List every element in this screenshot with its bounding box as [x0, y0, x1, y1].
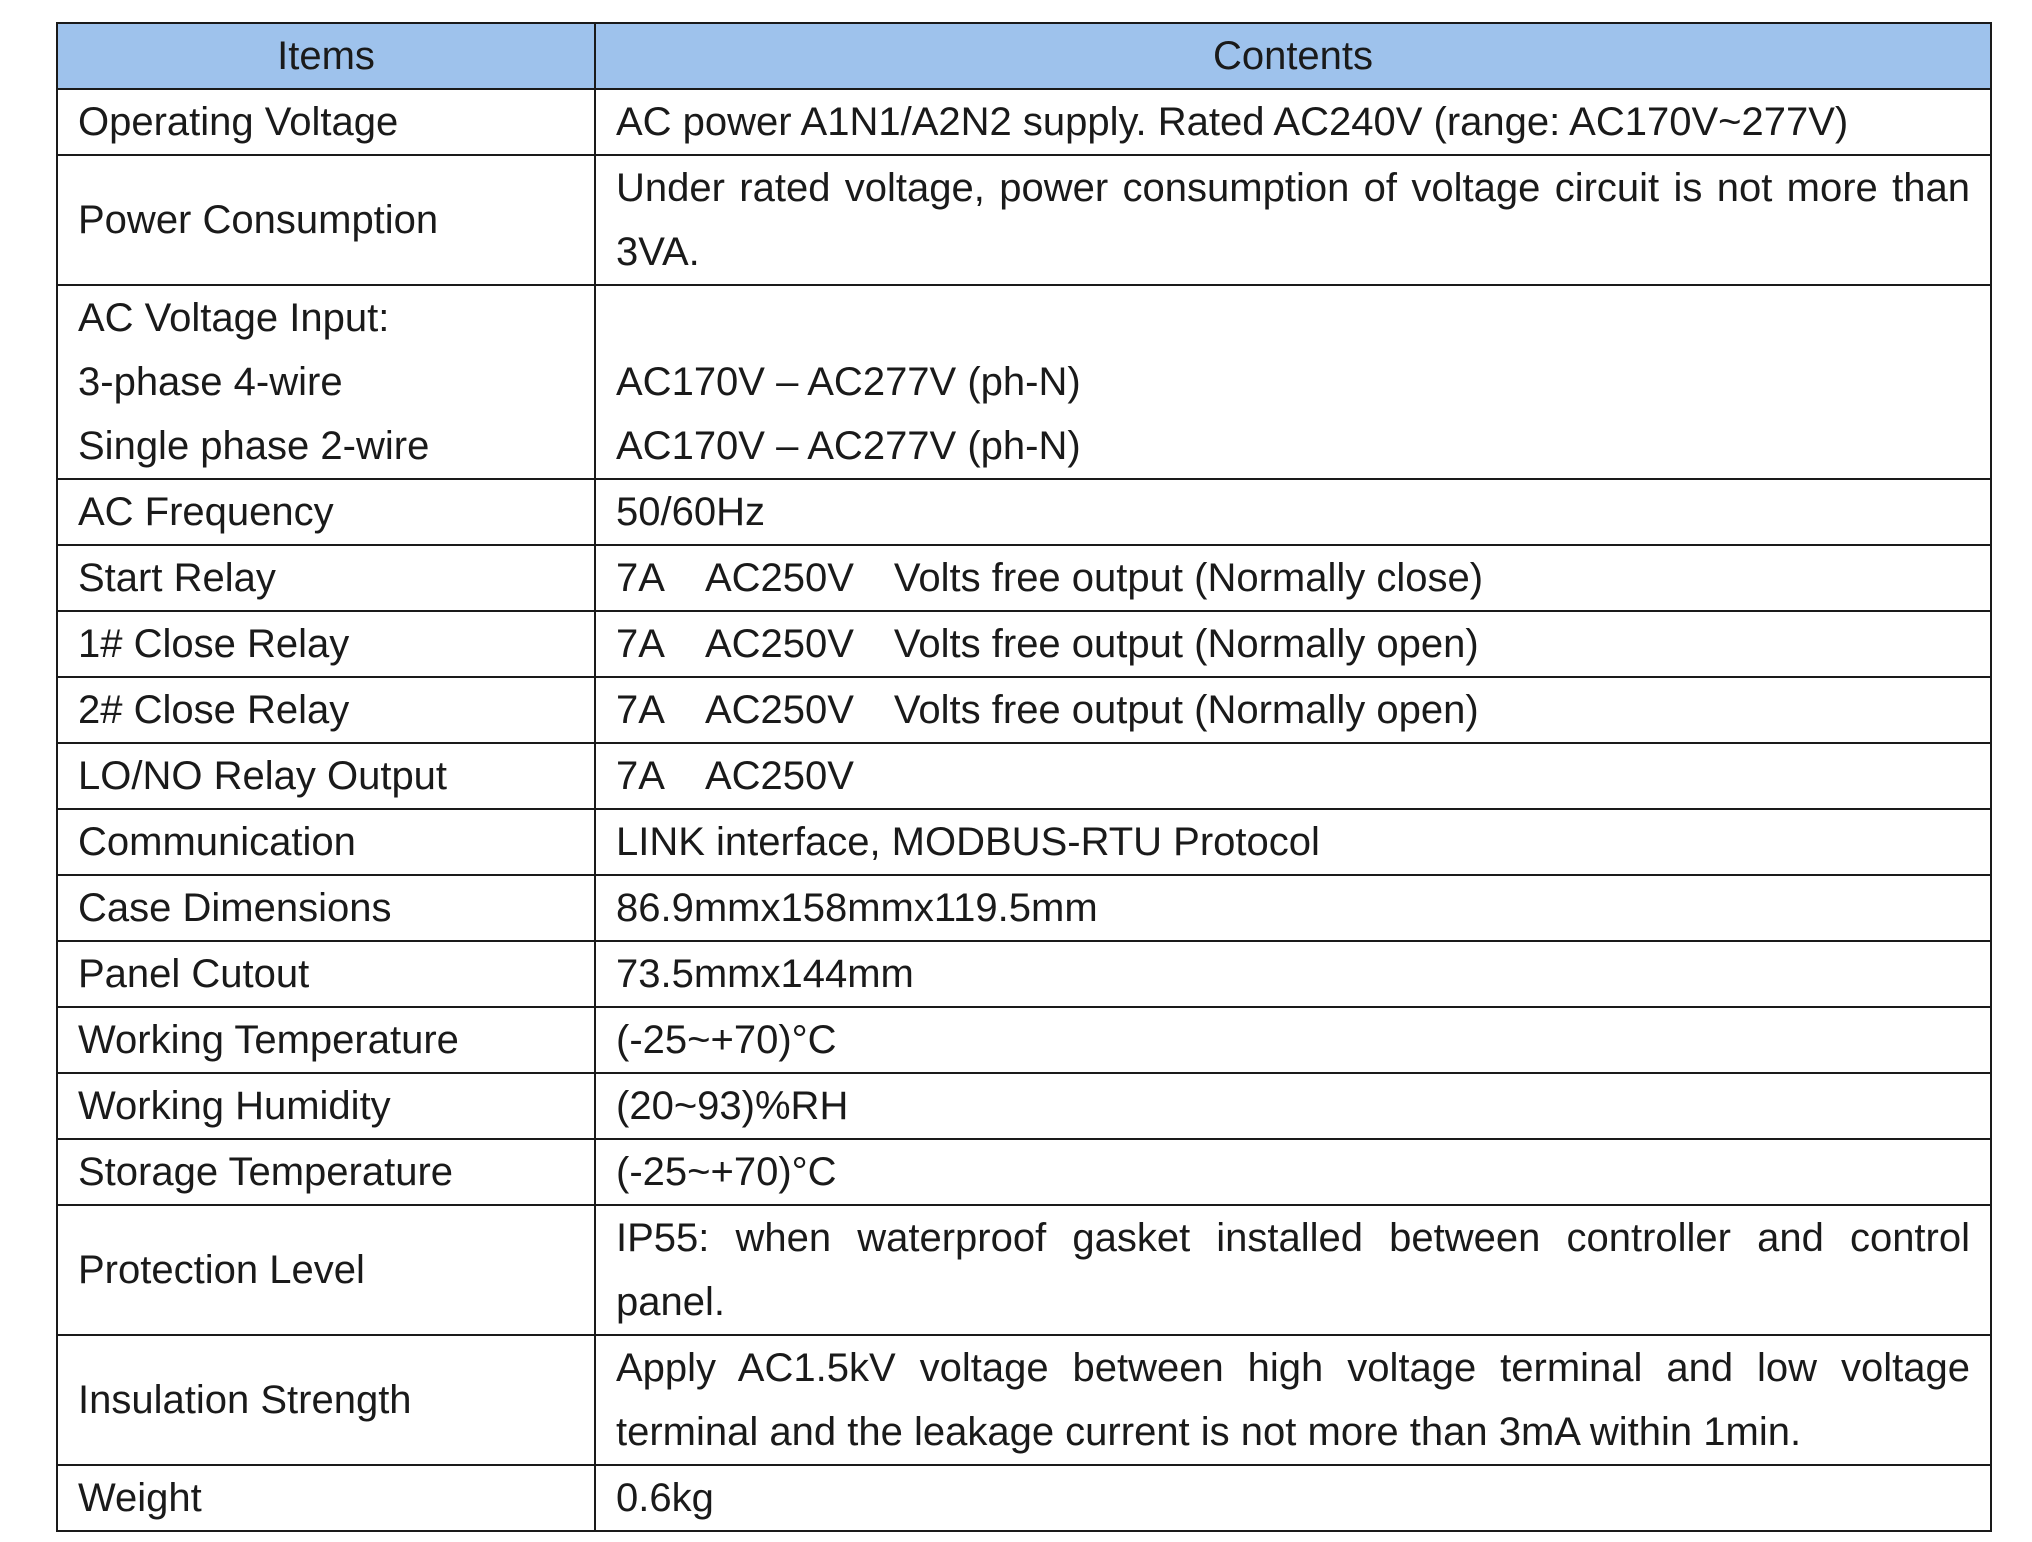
row-protection-level — [57, 1205, 1991, 1335]
item-cell: Insulation Strength — [57, 1335, 595, 1465]
content-line: AC170V – AC277V (ph-N) — [616, 424, 1081, 468]
content-cell: 86.9mmx158mmx119.5mm — [595, 875, 1991, 941]
output-type: Volts free output (Normally open) — [893, 622, 1479, 666]
content-cell — [595, 611, 1991, 677]
header-contents: Contents — [595, 23, 1991, 89]
content-line: AC170V – AC277V (ph-N) — [616, 360, 1081, 404]
item-cell: Working Humidity — [57, 1073, 595, 1139]
item-cell: 1# Close Relay — [57, 611, 595, 677]
row-storage-temperature — [57, 1139, 1991, 1205]
item-cell: Protection Level — [57, 1205, 595, 1335]
content-cell: 73.5mmx144mm — [595, 941, 1991, 1007]
row-ac-voltage-input — [57, 285, 1991, 479]
item-line: 3-phase 4-wire — [78, 360, 343, 404]
current-rating: 7A — [616, 688, 665, 732]
item-cell: Operating Voltage — [57, 89, 595, 155]
content-line — [616, 286, 1970, 350]
row-working-humidity — [57, 1073, 1991, 1139]
item-cell: Start Relay — [57, 545, 595, 611]
item-line: Single phase 2-wire — [78, 424, 430, 468]
item-cell: 2# Close Relay — [57, 677, 595, 743]
item-line: AC Voltage Input: — [78, 296, 390, 340]
voltage-rating: AC250V — [704, 556, 854, 600]
output-type: Volts free output (Normally open) — [893, 688, 1479, 732]
row-ac-frequency — [57, 479, 1991, 545]
current-rating: 7A — [616, 622, 665, 666]
content-cell: AC power A1N1/A2N2 supply. Rated AC240V (range: AC170V~277V) — [595, 89, 1991, 155]
content-cell: Apply AC1.5kV voltage between high voltage terminal and low voltage terminal and the leakage current is not more than 3mA within 1min. — [595, 1335, 1991, 1465]
item-cell: Weight — [57, 1465, 595, 1531]
content-cell — [595, 743, 1991, 809]
voltage-rating: AC250V — [704, 754, 854, 798]
row-lo-no-relay-output — [57, 743, 1991, 809]
content-cell: 50/60Hz — [595, 479, 1991, 545]
content-cell — [595, 677, 1991, 743]
header-items: Items — [57, 23, 595, 89]
content-cell: LINK interface, MODBUS-RTU Protocol — [595, 809, 1991, 875]
content-cell — [595, 545, 1991, 611]
current-rating: 7A — [616, 556, 665, 600]
item-cell: Power Consumption — [57, 155, 595, 285]
current-rating: 7A — [616, 754, 665, 798]
row-working-temperature — [57, 1007, 1991, 1073]
content-cell: IP55: when waterproof gasket installed between controller and control panel. — [595, 1205, 1991, 1335]
item-cell: LO/NO Relay Output — [57, 743, 595, 809]
row-1-close-relay — [57, 611, 1991, 677]
content-cell — [595, 285, 1991, 479]
content-cell: (-25~+70)°C — [595, 1007, 1991, 1073]
voltage-rating: AC250V — [704, 688, 854, 732]
row-communication — [57, 809, 1991, 875]
header-row — [57, 23, 1991, 89]
row-2-close-relay — [57, 677, 1991, 743]
voltage-rating: AC250V — [704, 622, 854, 666]
content-cell: Under rated voltage, power consumption of voltage circuit is not more than 3VA. — [595, 155, 1991, 285]
item-cell: Working Temperature — [57, 1007, 595, 1073]
row-case-dimensions — [57, 875, 1991, 941]
row-operating-voltage — [57, 89, 1991, 155]
row-insulation-strength — [57, 1335, 1991, 1465]
item-cell: Storage Temperature — [57, 1139, 595, 1205]
row-start-relay — [57, 545, 1991, 611]
content-cell: (20~93)%RH — [595, 1073, 1991, 1139]
item-cell: Communication — [57, 809, 595, 875]
item-cell: Case Dimensions — [57, 875, 595, 941]
content-cell: (-25~+70)°C — [595, 1139, 1991, 1205]
content-cell: 0.6kg — [595, 1465, 1991, 1531]
item-cell: Panel Cutout — [57, 941, 595, 1007]
row-weight — [57, 1465, 1991, 1531]
spec-table — [56, 22, 1992, 1532]
item-cell: AC Frequency — [57, 479, 595, 545]
item-cell — [57, 285, 595, 479]
output-type: Volts free output (Normally close) — [893, 556, 1484, 600]
row-power-consumption — [57, 155, 1991, 285]
row-panel-cutout — [57, 941, 1991, 1007]
